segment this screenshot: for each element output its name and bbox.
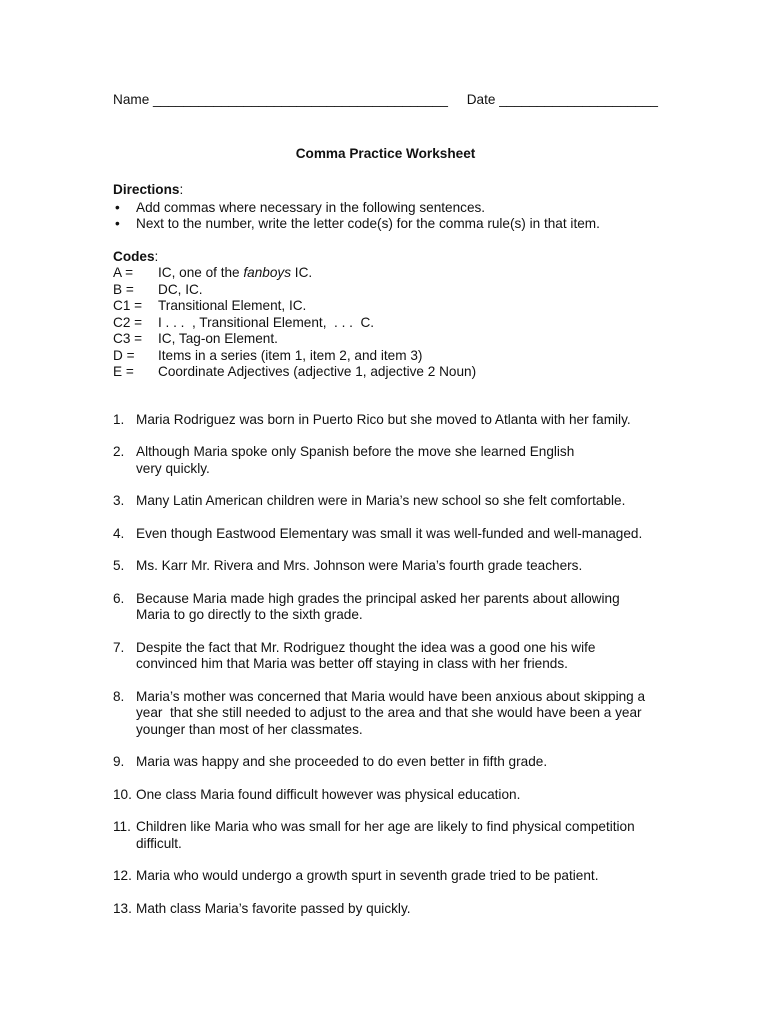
question-text: Ms. Karr Mr. Rivera and Mrs. Johnson were Maria’s fourth grade teachers. [136, 558, 583, 573]
code-key: A = [113, 265, 134, 280]
question-text: Maria Rodriguez was born in Puerto Rico but she moved to Atlanta with her family. [136, 411, 631, 427]
code-row-c1 [113, 298, 658, 315]
codes-label: Codes [113, 248, 155, 264]
directions-item [113, 200, 658, 217]
bullet-icon: • [115, 199, 120, 215]
date-field-label: Date _____________________ [466, 92, 658, 107]
code-key: C3 = [113, 331, 143, 346]
code-definition: IC, Tag-on Element. [158, 331, 278, 346]
question-number: 9. [113, 754, 125, 769]
directions-item-text: Add commas where necessary in the following sentences. [136, 199, 486, 215]
code-row-d [113, 348, 658, 365]
question-item [113, 819, 658, 852]
code-definition-text-end: IC. [291, 265, 313, 280]
question-number: 7. [113, 639, 125, 655]
question-number: 13. [113, 900, 132, 916]
question-number: 5. [113, 558, 125, 573]
directions-section [113, 182, 658, 233]
directions-list [113, 200, 658, 233]
bullet-icon: • [115, 216, 120, 231]
question-text: Because Maria made high grades the principal asked her parents about allowing Maria to go directly to the sixth grade. [136, 590, 620, 622]
question-text: Children like Maria who was small for her age are likely to find physical competition difficult. [136, 819, 635, 851]
directions-colon: : [179, 182, 184, 197]
question-item [113, 591, 658, 624]
question-number: 3. [113, 493, 125, 508]
code-definition [158, 265, 312, 282]
question-text: Math class Maria’s favorite passed by quickly. [136, 900, 411, 916]
question-text: Although Maria spoke only Spanish before the move she learned English very quickly. [136, 444, 575, 476]
code-row-c2 [113, 315, 658, 332]
question-number: 10. [113, 786, 132, 802]
question-text: Maria who would undergo a growth spurt in seventh grade tried to be patient. [136, 868, 599, 883]
questions-list [113, 412, 658, 918]
code-row-a [113, 265, 658, 282]
question-number: 1. [113, 411, 125, 427]
question-item [113, 868, 658, 885]
question-item [113, 412, 658, 429]
code-definition: I . . . , Transitional Element, . . . C. [158, 314, 375, 330]
codes-section [113, 249, 658, 381]
code-row-c3 [113, 331, 658, 348]
code-key: C1 = [113, 298, 143, 313]
question-text: One class Maria found difficult however was physical education. [136, 786, 521, 802]
question-number: 2. [113, 444, 125, 459]
question-item [113, 754, 658, 771]
code-row-e [113, 364, 658, 381]
question-text: Maria was happy and she proceeded to do even better in fifth grade. [136, 754, 548, 769]
question-number: 11. [113, 819, 131, 834]
question-text: Even though Eastwood Elementary was small it was well-funded and well-managed. [136, 525, 643, 541]
code-definition-italic: fanboys [243, 265, 292, 280]
directions-item [113, 216, 658, 233]
directions-item-text: Next to the number, write the letter code(s) for the comma rule(s) in that item. [136, 216, 600, 231]
page-title: Comma Practice Worksheet [295, 145, 476, 161]
question-item [113, 526, 658, 543]
code-definition: Items in a series (item 1, item 2, and item 3) [158, 347, 423, 363]
code-row-b [113, 282, 658, 299]
question-item [113, 787, 658, 804]
question-number: 6. [113, 590, 125, 606]
question-number: 4. [113, 525, 125, 541]
question-number: 12. [113, 868, 132, 883]
question-item [113, 558, 658, 575]
question-text: Despite the fact that Mr. Rodriguez thought the idea was a good one his wife convinced him that Maria was better off staying in class with her friends. [136, 639, 596, 671]
worksheet-page [113, 92, 658, 933]
question-item [113, 901, 658, 918]
directions-label: Directions [113, 182, 180, 197]
code-key: E = [113, 364, 134, 379]
code-definition-text: IC, one of the [158, 265, 244, 280]
codes-colon: : [154, 248, 159, 264]
code-key: B = [113, 281, 134, 297]
code-definition: Transitional Element, IC. [158, 298, 307, 313]
question-item [113, 689, 658, 739]
name-date-line [113, 92, 658, 109]
question-text: Maria’s mother was concerned that Maria would have been anxious about skipping a year that she still needed to adjust to the area and that she would have been a year younger than most of her classmates. [136, 688, 649, 737]
question-text: Many Latin American children were in Maria’s new school so she felt comfortable. [136, 493, 626, 508]
code-definition: DC, IC. [158, 281, 203, 297]
code-definition: Coordinate Adjectives (adjective 1, adjective 2 Noun) [158, 364, 477, 379]
question-number: 8. [113, 688, 125, 704]
question-item [113, 640, 658, 673]
question-item [113, 444, 658, 477]
code-key: C2 = [113, 314, 143, 330]
code-key: D = [113, 347, 135, 363]
question-item [113, 493, 658, 510]
name-field-label: Name _______________________________________ [113, 92, 448, 107]
